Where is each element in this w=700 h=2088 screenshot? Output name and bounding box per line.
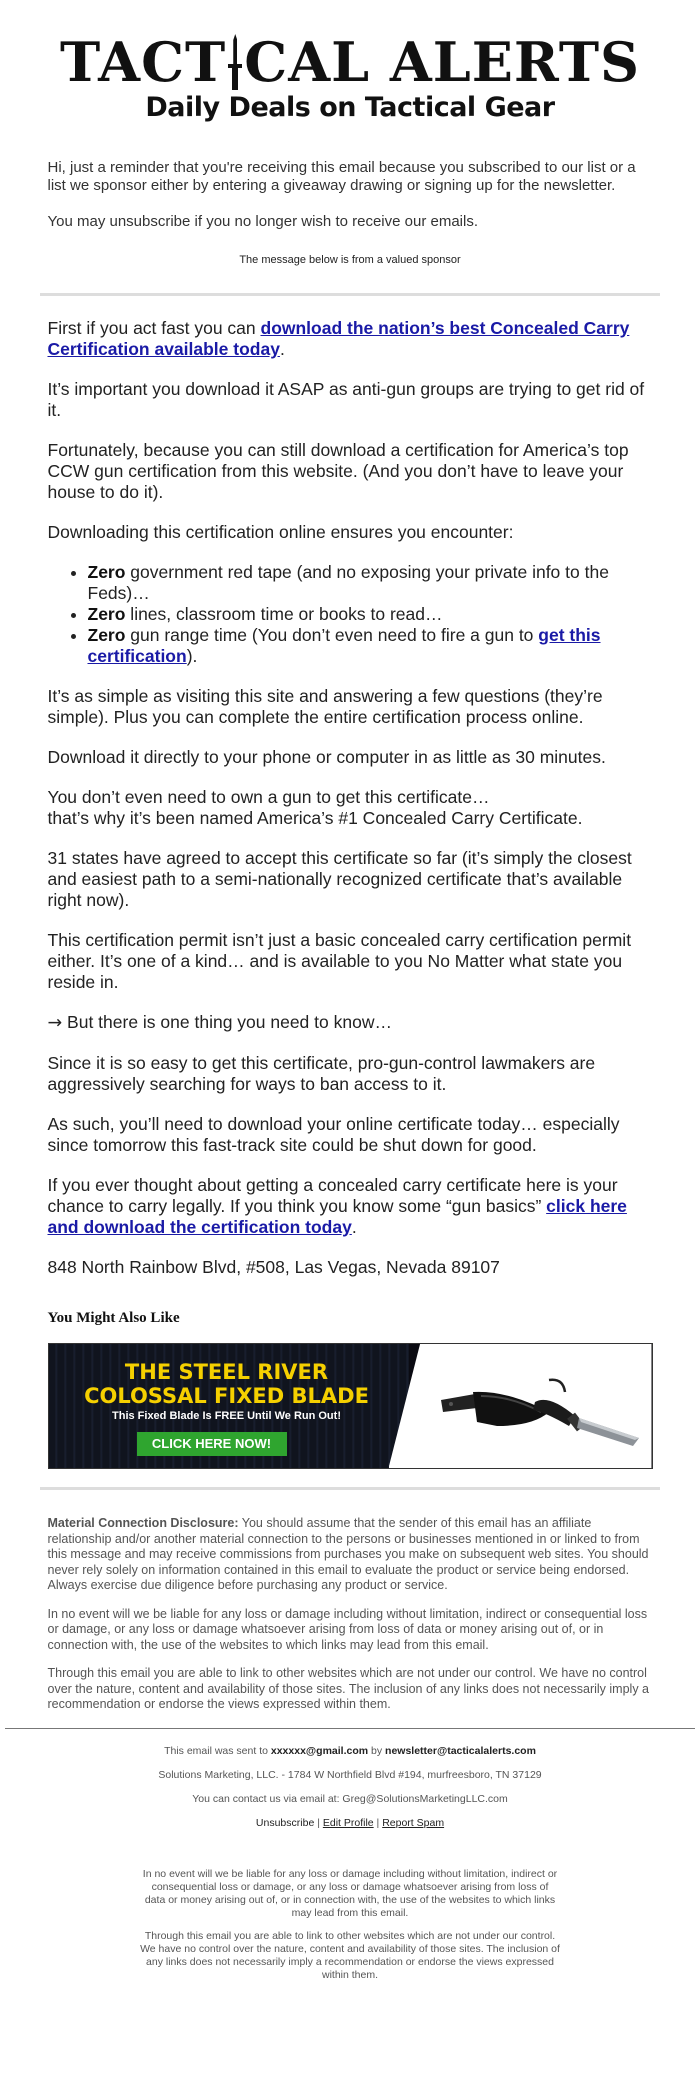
recipient-email: xxxxxx@gmail.com (270, 1744, 369, 1757)
paragraph: It’s important you download it ASAP as anti-gun groups are trying to get rid of it. (47, 379, 645, 420)
text: that’s why it’s been named America’s #1 Concealed Carry Certificate. (47, 808, 583, 828)
bold-text: Zero (87, 625, 126, 645)
intro-unsubscribe-note: You may unsubscribe if you no longer wish to receive our emails. (47, 213, 479, 230)
material-connection-disclosure (48, 1516, 653, 1594)
contact-line: You can contact us via email at: Greg@SolutionsMarketingLLC.com (192, 1792, 508, 1805)
report-spam-link[interactable]: Report Spam (382, 1816, 445, 1829)
separator: | (314, 1816, 323, 1829)
edit-profile-link[interactable]: Edit Profile (322, 1816, 374, 1829)
footer-divider (5, 1728, 695, 1729)
list-item (88, 562, 653, 604)
text: lines, classroom time or books to read… (125, 604, 443, 624)
sender-email: newsletter@tacticalalerts.com (385, 1744, 536, 1757)
download-certification-link-2[interactable]: click here and download the certification today (47, 1196, 627, 1237)
logo-wordmark (0, 30, 700, 94)
liability-disclaimer: In no event will we be liable for any loss or damage including without limitation, indirect or consequential loss or damage, or any loss or damage whatsoever arising from loss of data or money arising out of, or in connection with, the use of the websites to which links may lead from this email. (47, 1606, 648, 1652)
paragraph (48, 318, 653, 360)
intro-section (48, 123, 653, 269)
text: You should assume that the sender of this email has an affiliate relationship and/or another material connection to the persons or businesses mentioned in or linked to from this message and may receive commissions from purchases you make on subsequent web sites. You should never rely solely on information contained in this email to evaluate the product or service being endorsed. Always exercise due diligence before purchasing any product or service. (47, 1516, 649, 1592)
benefits-list (48, 562, 653, 667)
company-address: Solutions Marketing, LLC. - 1784 W Northfield Blvd #194, murfreesboro, TN 37129 (158, 1768, 542, 1781)
paragraph: Download it directly to your phone or computer in as little as 30 minutes. (47, 747, 606, 767)
paragraph: Fortunately, because you can still download a certification for America’s top CCW gun certification from this website. (And you don’t have to leave your house to do it). (47, 440, 629, 502)
footer-links (140, 1817, 560, 1830)
bold-text: Zero (87, 562, 126, 582)
text: First if you act fast you can (47, 318, 261, 338)
get-certification-link[interactable]: get this certification (87, 625, 601, 666)
disclosure-label: Material Connection Disclosure: (47, 1516, 239, 1530)
header-logo (0, 0, 700, 123)
disclosure-section (48, 1516, 653, 1713)
links-disclaimer: Through this email you are able to link to other websites which are not under our control. We have no control over the nature, content and availability of those sites. The inclusion of any links does not necessarily imply a recommendation or endorse the views expressed within them. (47, 1666, 649, 1711)
text: ). (186, 646, 198, 666)
intro-reminder: Hi, just a reminder that you're receiving this email because you subscribed to our list or a list we sponsor either by entering a giveaway drawing or signing up for the newsletter. (47, 159, 636, 194)
paragraph (48, 787, 653, 829)
logo-text-right: CAL ALERTS (244, 30, 641, 94)
paragraph: It’s as simple as visiting this site and answering a few questions (they’re simple). Plus you can complete the entire certification process online. (47, 686, 603, 727)
banner-headline-line1: THE STEEL RIVER (124, 1360, 329, 1384)
sponsor-note: The message below is from a valued sponsor (239, 254, 461, 266)
paragraph: Since it is so easy to get this certificate, pro-gun-control lawmakers are aggressively searching for ways to ban access to it. (47, 1053, 596, 1094)
text: . (279, 339, 285, 359)
footer-links-disclaimer: Through this email you are able to link to other websites which are not under our control. We have no control over the nature, content and availability of those sites. The inclusion of any links does not necessarily imply a recommendation or endorse the views expressed within them. (140, 1929, 560, 1981)
fixed-blade-knife-icon (529, 1372, 645, 1452)
footer-liability-disclaimer: In no event will we be liable for any loss or damage including without limitation, indirect or consequential loss or damage, or any loss or damage whatsoever arising from loss of data or money arising out of, or in connection with, the use of the websites to which links may lead from this email. (142, 1867, 558, 1919)
text: by (368, 1744, 386, 1757)
list-item (88, 625, 653, 667)
text: You don’t even need to own a gun to get this certificate… (47, 787, 490, 807)
bold-text: Zero (87, 604, 126, 624)
paragraph: 31 states have agreed to accept this certificate so far (it’s simply the closest and easiest path to a semi-nationally recognized certificate that’s available right now). (47, 848, 632, 910)
arrow-right-icon: → (47, 1013, 63, 1033)
you-might-also-like-heading: You Might Also Like (47, 1310, 180, 1326)
knife-icon (228, 34, 242, 90)
mailing-address: 848 North Rainbow Blvd, #508, Las Vegas, Nevada 89107 (47, 1257, 500, 1277)
product-banner-ad[interactable] (48, 1343, 653, 1469)
paragraph: Downloading this certification online ensures you encounter: (47, 522, 514, 542)
text: But there is one thing you need to know… (62, 1012, 392, 1032)
banner-subline: This Fixed Blade Is FREE Until We Run Out! (112, 1410, 341, 1422)
text: If you ever thought about getting a concealed carry certificate here is your chance to carry legally. If you think you know some “gun basics” (47, 1175, 618, 1216)
email-footer (140, 1745, 560, 1982)
click-here-now-button[interactable]: CLICK HERE NOW! (137, 1432, 287, 1456)
divider (40, 293, 660, 296)
sponsor-message (48, 318, 653, 1278)
text: gun range time (You don’t even need to fire a gun to (125, 625, 539, 645)
banner-headline (67, 1360, 387, 1408)
divider (40, 1487, 660, 1490)
logo-text-left: TACT (59, 30, 227, 94)
banner-headline-line2: COLOSSAL FIXED BLADE (84, 1384, 369, 1408)
paragraph (48, 1175, 653, 1238)
text: This email was sent to (164, 1744, 271, 1757)
text: government red tape (and no exposing your private info to the Feds)… (87, 562, 609, 603)
paragraph: As such, you’ll need to download your online certificate today… especially since tomorrow this fast-track site could be shut down for good. (47, 1114, 620, 1155)
separator: | (373, 1816, 383, 1829)
unsubscribe-link[interactable]: Unsubscribe (255, 1816, 315, 1829)
sent-to-line (140, 1745, 560, 1758)
download-certification-link[interactable]: download the nation’s best Concealed Carry Certification available today (47, 318, 630, 359)
paragraph (48, 1012, 653, 1034)
logo-tagline: Daily Deals on Tactical Gear (145, 92, 555, 123)
list-item (88, 604, 653, 625)
paragraph: This certification permit isn’t just a basic concealed carry certification permit either. It’s one of a kind… and is available to you No Matter what state you reside in. (47, 930, 632, 992)
text: . (351, 1217, 357, 1237)
